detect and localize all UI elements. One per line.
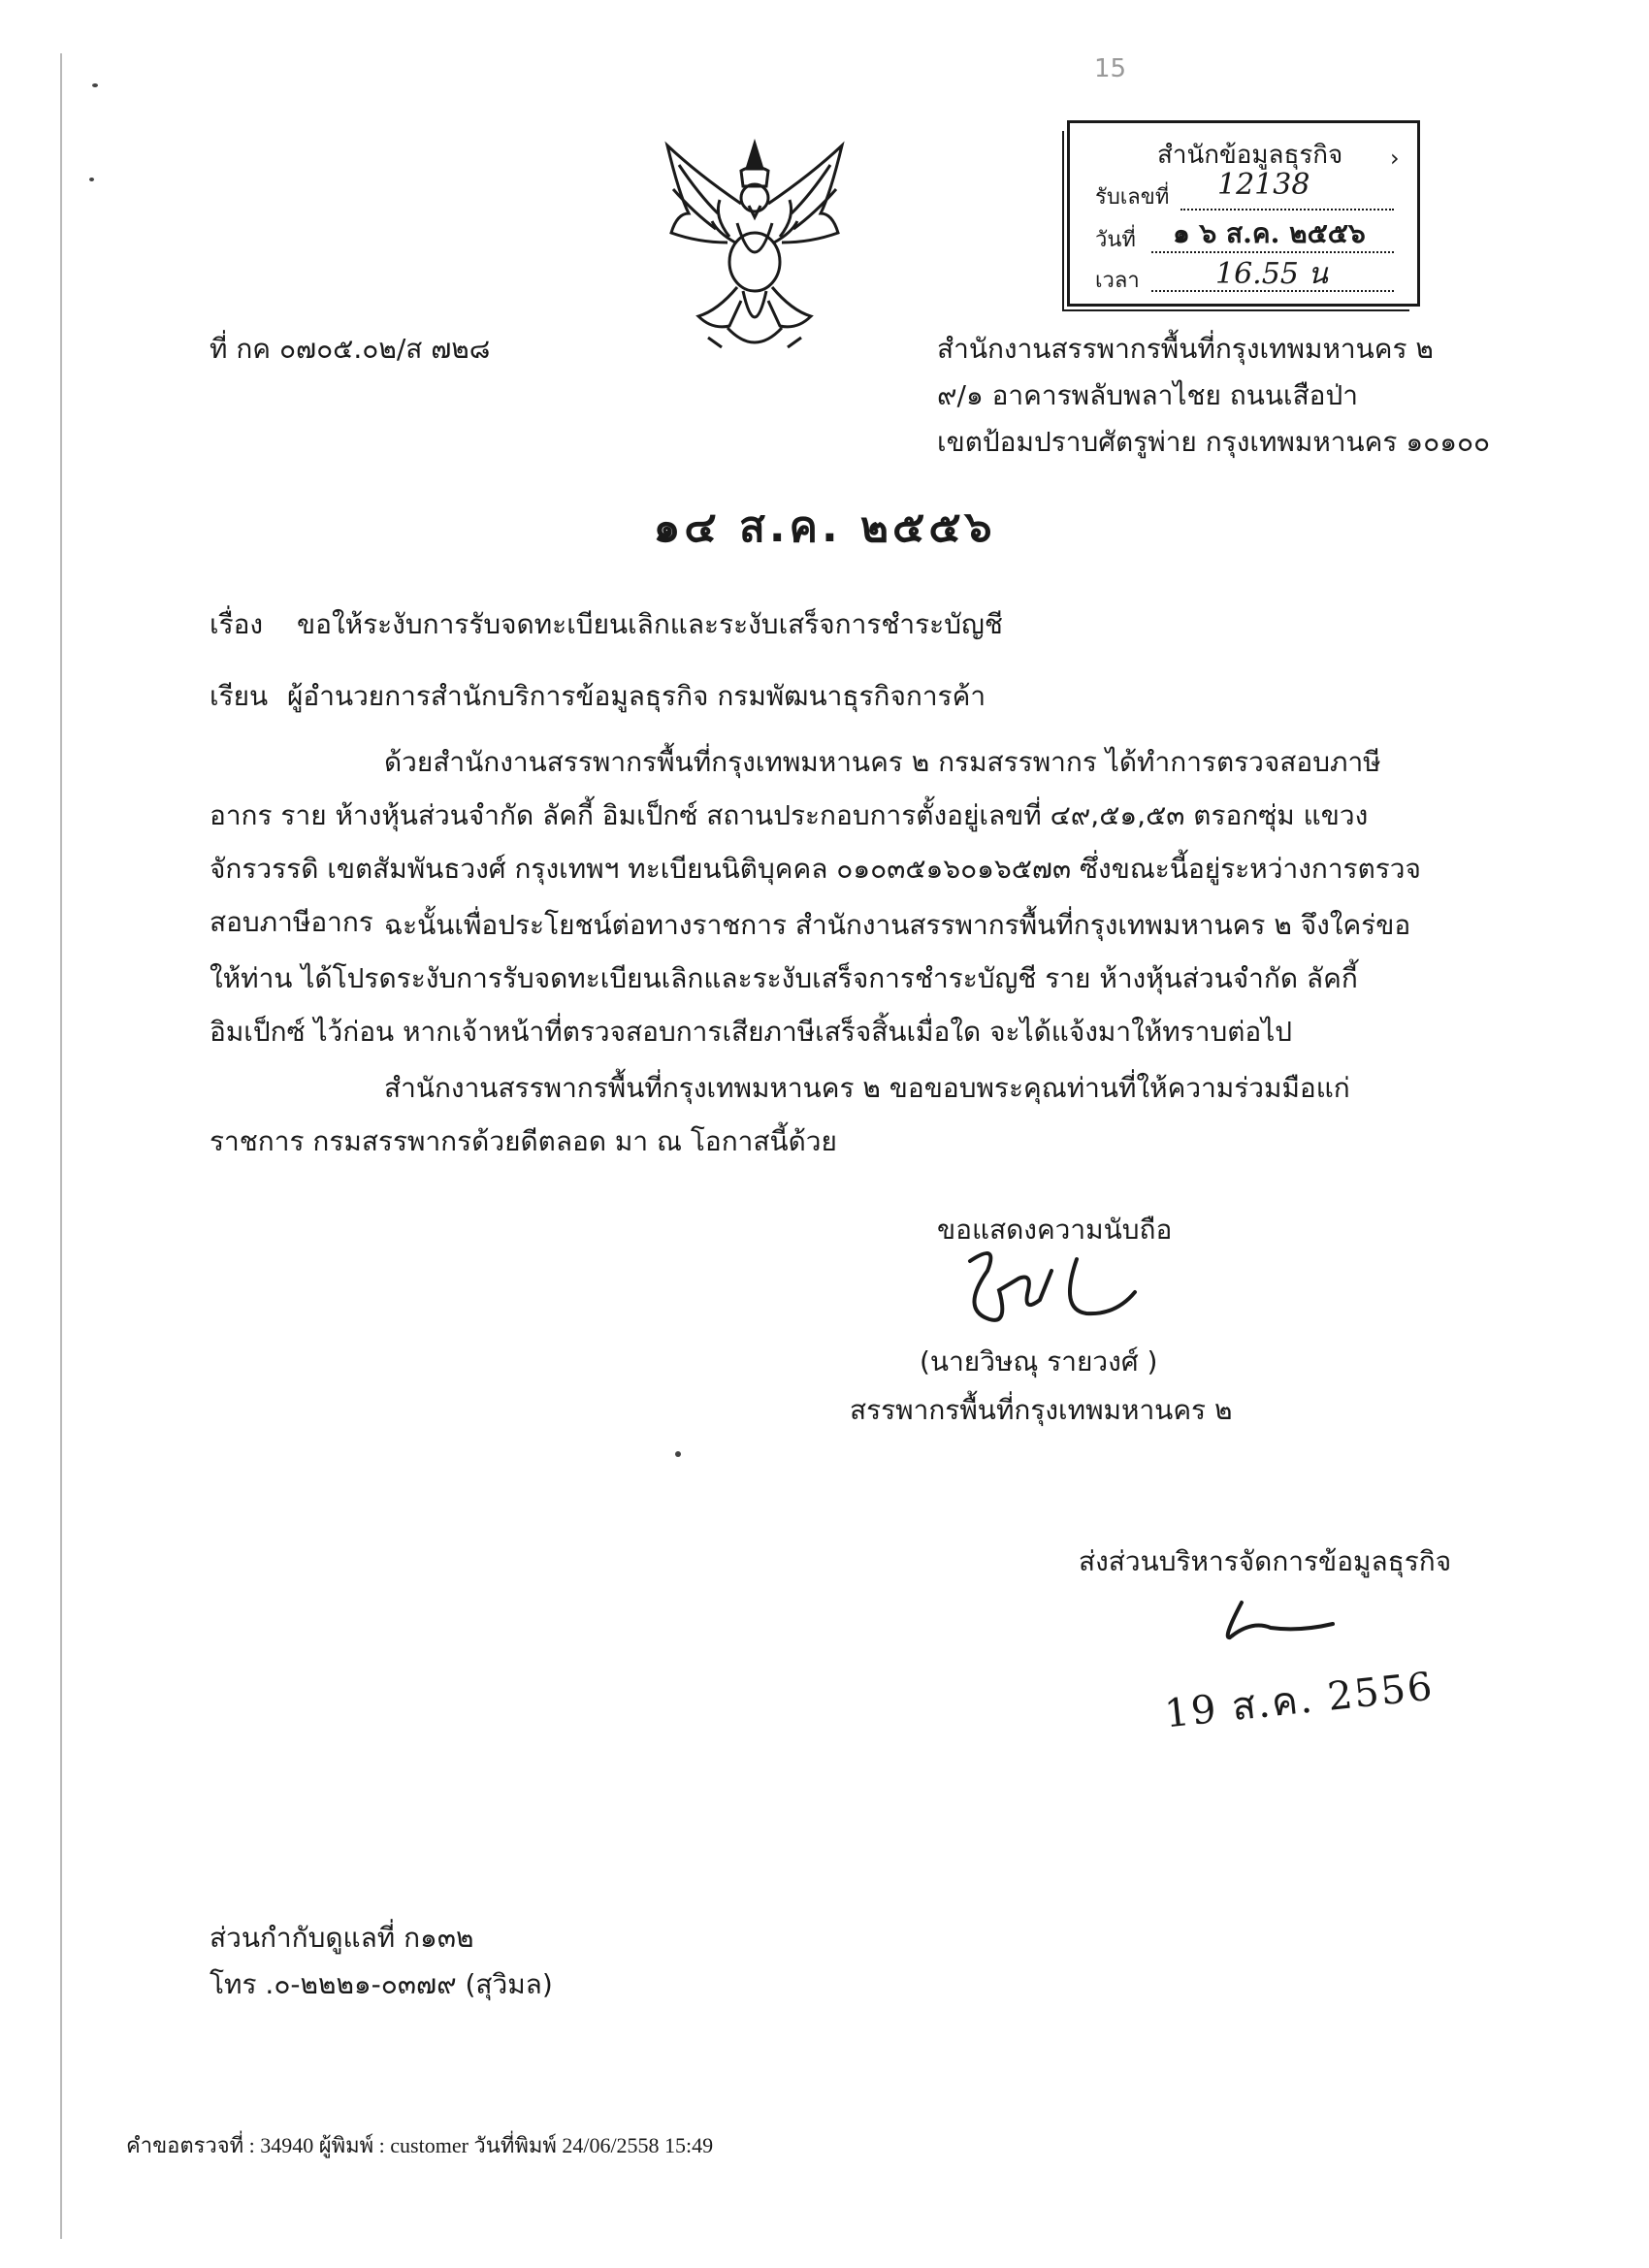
print-footer: คำขอตรวจที่ : 34940 ผู้พิมพ์ : customer วันที่พิมพ์ 24/06/2558 15:49	[126, 2133, 714, 2157]
sender-line-3: เขตป้อมปราบศัตรูพ่าย กรุงเทพมหานคร ๑๐๑๐๐	[937, 426, 1491, 458]
handwritten-initial	[1212, 1591, 1339, 1644]
contact-unit: ส่วนกำกับดูแลที่ ก๑๓๒	[210, 1922, 474, 1954]
subject-text: ขอให้ระงับการรับจดทะเบียนเลิกและระงับเสร็จการชำระบัญชี	[297, 608, 1003, 640]
recipient-text: ผู้อำนวยการสำนักบริการข้อมูลธุรกิจ กรมพัฒนาธุรกิจการค้า	[287, 680, 986, 712]
stamp-receive-label: รับเลขที่	[1095, 185, 1170, 210]
page-mark: 15	[1094, 54, 1127, 83]
sender-line-1: สำนักงานสรรพากรพื้นที่กรุงเทพมหานคร ๒	[937, 333, 1434, 365]
routing-date-stamp: 19 ส.ค. 2556	[1162, 1664, 1437, 1737]
letter-date: ๑๔ ส.ค. ๒๕๕๖	[653, 502, 996, 552]
scan-speck	[92, 83, 98, 87]
stamp-receive-value: 12138	[1217, 168, 1310, 202]
scan-edge	[60, 53, 62, 2239]
closing: ขอแสดงความนับถือ	[937, 1214, 1173, 1246]
body-paragraph-3: สำนักงานสรรพากรพื้นที่กรุงเทพมหานคร ๒ ขอขอบพระคุณท่านที่ให้ความร่วมมือแก่ราชการ กรมสรรพากรด้วยดีตลอด มา ณ โอกาสนี้ด้วย	[210, 1072, 1350, 1157]
handwritten-signature	[931, 1232, 1154, 1348]
body-paragraph-1: ด้วยสำนักงานสรรพากรพื้นที่กรุงเทพมหานคร ๒ กรมสรรพากร ได้ทำการตรวจสอบภาษีอากร ราย ห้างหุ้นส่วนจำกัด ลัคกี้ อิมเป็กซ์ สถานประกอบการตั้งอยู่เลขที่ ๔๙,๕๑,๕๓ ตรอกซุ่ม แขวงจักรวรรดิ เขตสัมพันธวงศ์ กรุงเทพฯ ทะเบียนนิติบุคคล ๐๑๐๓๕๑๖๐๑๖๕๗๓ ซึ่งขณะนี้อยู่ระหว่างการตรวจสอบภาษีอากร	[210, 746, 1421, 938]
scan-speck	[675, 1451, 681, 1457]
stamp-date-label: วันที่	[1095, 228, 1136, 252]
sender-line-2: ๙/๑ อาคารพลับพลาไชย ถนนเสือป่า	[937, 379, 1358, 411]
recipient-label: เรียน	[210, 680, 269, 712]
contact-phone: โทร .๐-๒๒๒๑-๐๓๗๙ (สุวิมล)	[210, 1968, 553, 2000]
stamp-date-value: ๑ ๖ ส.ค. ๒๕๕๖	[1173, 217, 1366, 249]
signer-name: (นายวิษณุ รายวงศ์ )	[920, 1345, 1158, 1377]
subject-label: เรื่อง	[210, 608, 264, 640]
stamp-dotted-line	[1180, 209, 1394, 211]
stamp-mark: ›	[1390, 145, 1400, 172]
stamp-time-label: เวลา	[1095, 269, 1140, 293]
scan-speck	[89, 178, 94, 181]
body-paragraph-2: ฉะนั้นเพื่อประโยชน์ต่อทางราชการ สำนักงานสรรพากรพื้นที่กรุงเทพมหานคร ๒ จึงใคร่ขอให้ท่าน ได้โปรดระงับการรับจดทะเบียนเลิกและระงับเสร็จการชำระบัญชี ราย ห้างหุ้นส่วนจำกัด ลัคกี้ อิมเป็กซ์ ไว้ก่อน หากเจ้าหน้าที่ตรวจสอบการเสียภาษีเสร็จสิ้นเมื่อใด จะได้แจ้งมาให้ทราบต่อไป	[210, 909, 1411, 1048]
routing-note: ส่งส่วนบริหารจัดการข้อมูลธุรกิจ	[1079, 1545, 1452, 1577]
signer-title: สรรพากรพื้นที่กรุงเทพมหานคร ๒	[850, 1394, 1233, 1426]
stamp-title: สำนักข้อมูลธุรกิจ	[1157, 141, 1343, 170]
garuda-emblem-icon	[660, 136, 850, 359]
reference-number: ที่ กค ๐๗๐๕.๐๒/ส ๗๒๘	[210, 333, 491, 365]
receipt-stamp	[1067, 120, 1420, 307]
stamp-time-value: 16.55 น	[1215, 257, 1328, 291]
